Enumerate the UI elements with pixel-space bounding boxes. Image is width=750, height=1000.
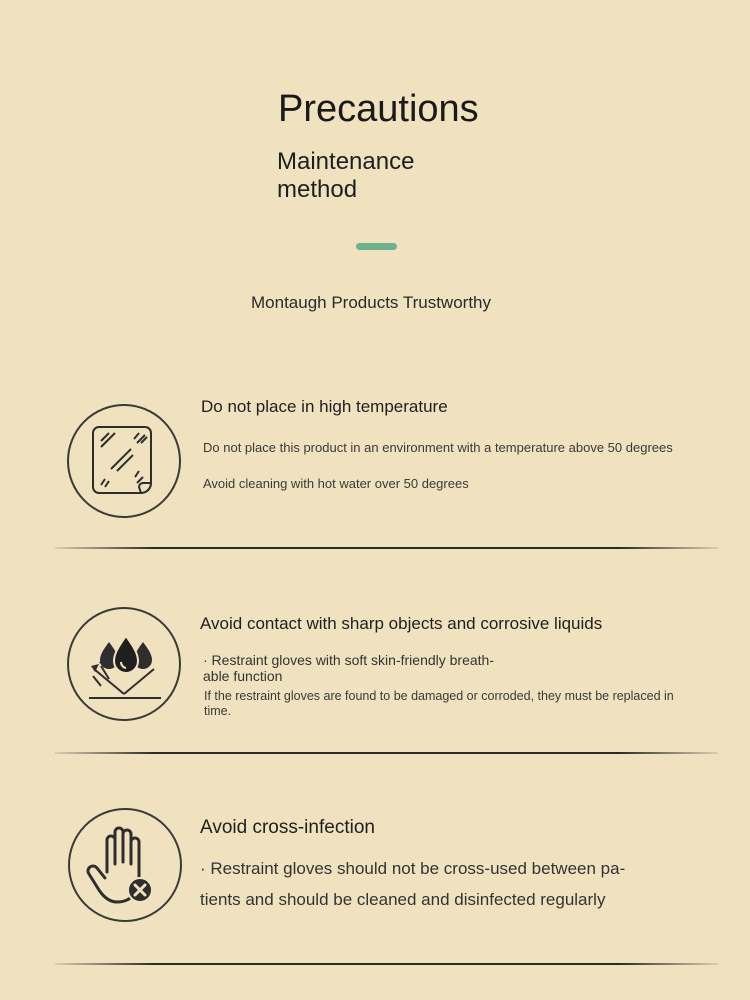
- section-2-heading: Avoid contact with sharp objects and corrosive liquids: [200, 614, 603, 633]
- page-title: Precautions: [278, 88, 479, 130]
- divider-2: [55, 752, 718, 754]
- glass-panel-icon: [67, 404, 181, 518]
- tagline: Montaugh Products Trustworthy: [251, 293, 492, 312]
- section-1-line-1: Do not place this product in an environment with a temperature above 50 degrees: [203, 440, 673, 455]
- accent-bar: [356, 243, 397, 250]
- hand-no-icon: [68, 808, 182, 922]
- divider-3: [55, 963, 718, 965]
- section-1-heading: Do not place in high temperature: [201, 397, 448, 416]
- section-3-line-1: · Restraint gloves should not be cross-used between pa-tients and should be cleaned and disinfected regularly: [200, 859, 626, 909]
- section-2-line-2: If the restraint gloves are found to be damaged or corroded, they must be replaced in time.: [204, 689, 674, 718]
- section-1-line-2: Avoid cleaning with hot water over 50 degrees: [203, 476, 469, 491]
- section-3-heading: Avoid cross-infection: [200, 817, 375, 838]
- section-2-line-1: · Restraint gloves with soft skin-friendly breath-able function: [203, 652, 494, 684]
- water-drops-icon: [67, 607, 181, 721]
- page-subtitle: Maintenance method: [277, 148, 415, 203]
- divider-1: [55, 547, 718, 549]
